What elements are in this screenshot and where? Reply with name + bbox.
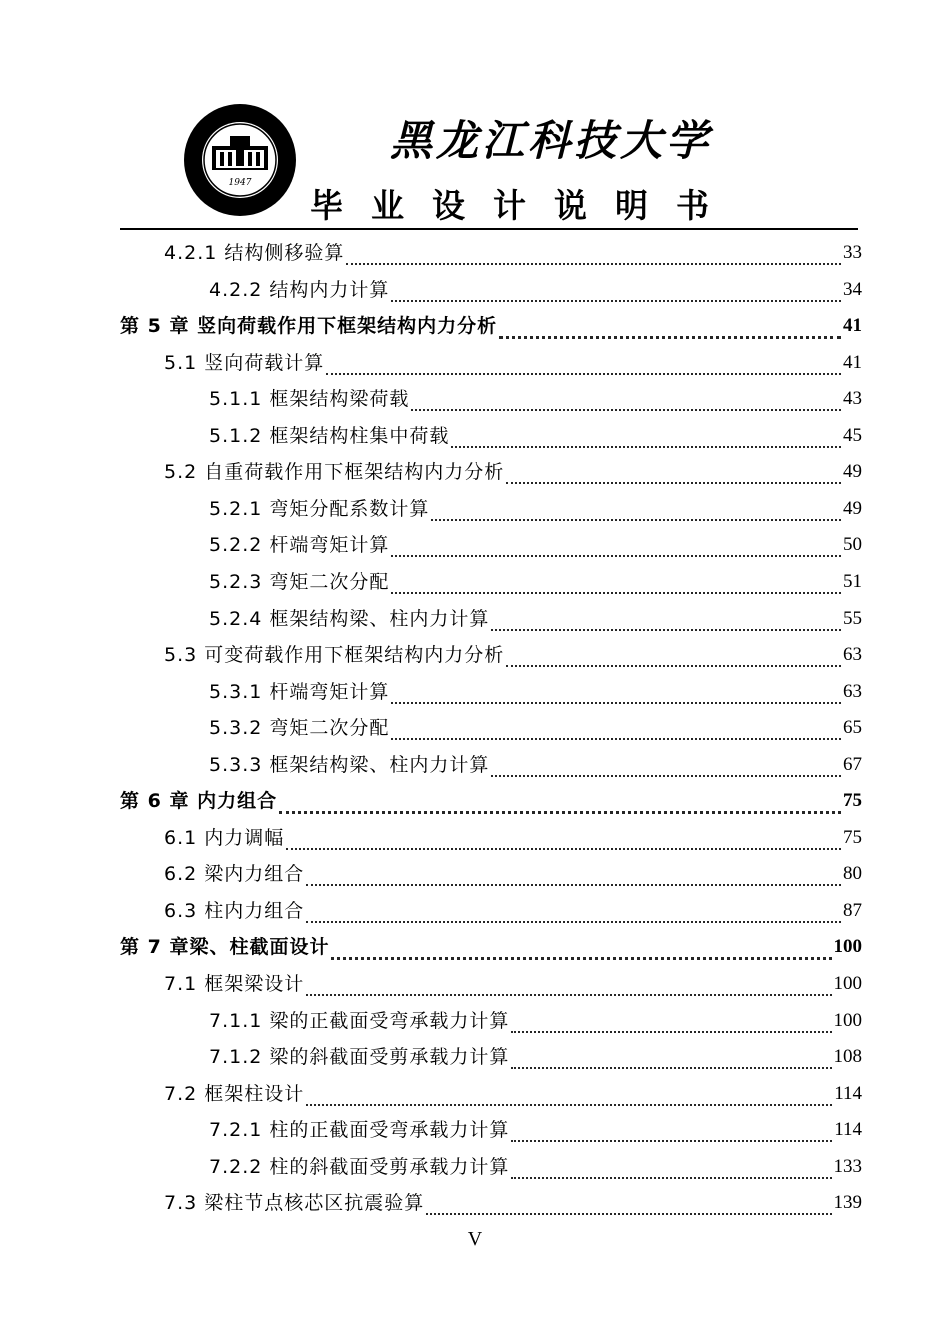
page-header xyxy=(0,0,950,235)
toc-leader-dots xyxy=(346,249,841,265)
toc-entry-page: 43 xyxy=(843,388,862,410)
seal-year: 1947 xyxy=(228,178,252,188)
toc-entry-label: 7.1.2 梁的斜截面受剪承载力计算 xyxy=(209,1046,510,1069)
toc-leader-dots xyxy=(499,322,841,339)
toc-leader-dots xyxy=(491,761,841,777)
toc-entry-page: 114 xyxy=(834,1082,862,1104)
toc-leader-dots xyxy=(326,359,841,375)
toc-leader-dots xyxy=(306,980,831,996)
toc-entry[interactable] xyxy=(209,382,862,416)
toc-entry[interactable] xyxy=(164,236,862,270)
toc-entry-page: 75 xyxy=(843,826,862,848)
toc-leader-dots xyxy=(511,1163,831,1179)
toc-leader-dots xyxy=(306,907,841,923)
toc-entry[interactable] xyxy=(164,638,862,672)
toc-leader-dots xyxy=(451,432,841,448)
toc-entry[interactable] xyxy=(209,492,862,526)
toc-entry[interactable] xyxy=(209,565,862,599)
toc-entry-label: 7.1 框架梁设计 xyxy=(164,973,305,995)
toc-entry-label: 4.2.2 结构内力计算 xyxy=(209,278,390,301)
page-number: V xyxy=(467,1228,483,1250)
toc-entry-page: 45 xyxy=(843,424,862,446)
toc-entry-label: 7.2.1 柱的正截面受弯承载力计算 xyxy=(209,1119,510,1142)
toc-entry-page: 49 xyxy=(843,461,862,483)
toc-entry[interactable] xyxy=(164,1186,862,1220)
toc-entry[interactable] xyxy=(164,455,862,489)
toc-entry-page: 100 xyxy=(833,973,862,994)
toc-entry[interactable] xyxy=(209,273,862,307)
toc-entry-page: 33 xyxy=(843,242,862,263)
toc-leader-dots xyxy=(506,468,841,484)
toc-entry-label: 5.2 自重荷载作用下框架结构内力分析 xyxy=(164,461,505,484)
toc-entry-page: 108 xyxy=(833,1046,862,1068)
toc-entry[interactable] xyxy=(209,602,862,636)
toc-entry[interactable] xyxy=(164,346,862,380)
toc-entry[interactable] xyxy=(164,1077,862,1111)
toc-entry[interactable] xyxy=(164,894,862,928)
toc-leader-dots xyxy=(506,651,841,667)
toc-entry-page: 41 xyxy=(843,351,862,373)
toc-entry-label: 7.2.2 柱的斜截面受剪承载力计算 xyxy=(209,1155,510,1178)
toc-entry[interactable] xyxy=(209,419,862,453)
header-rule xyxy=(120,228,858,230)
toc-entry-page: 51 xyxy=(843,570,862,592)
toc-leader-dots xyxy=(431,505,841,521)
toc-chapter-entry[interactable] xyxy=(120,784,862,818)
toc-entry-label: 5.3.1 杆端弯矩计算 xyxy=(209,680,390,703)
toc-entry-page: 50 xyxy=(843,534,862,556)
toc-entry-label: 第 7 章梁、柱截面设计 xyxy=(120,936,330,959)
toc-entry-page: 63 xyxy=(843,644,862,666)
toc-entry[interactable] xyxy=(209,528,862,562)
toc-entry-label: 6.3 柱内力组合 xyxy=(164,899,305,922)
toc-leader-dots xyxy=(411,395,841,411)
toc-leader-dots xyxy=(391,578,841,594)
toc-entry[interactable] xyxy=(209,1113,862,1147)
toc-entry-label: 5.1.2 框架结构柱集中荷载 xyxy=(209,424,450,447)
toc-entry-label: 第 6 章 内力组合 xyxy=(120,790,278,813)
toc-entry-label: 5.1.1 框架结构梁荷载 xyxy=(209,388,410,411)
toc-leader-dots xyxy=(391,286,841,302)
toc-entry-page: 100 xyxy=(833,1009,862,1031)
toc-entry-label: 5.1 竖向荷载计算 xyxy=(164,351,325,374)
toc-entry-page: 65 xyxy=(843,717,862,739)
toc-leader-dots xyxy=(391,688,841,704)
toc-leader-dots xyxy=(306,870,841,886)
document-title: 毕业设计说明书 xyxy=(310,186,737,225)
toc-entry-page: 55 xyxy=(843,607,862,629)
toc-entry-label: 5.2.2 杆端弯矩计算 xyxy=(209,534,390,557)
toc-chapter-entry[interactable] xyxy=(120,309,862,343)
toc-chapter-entry[interactable] xyxy=(120,930,862,964)
toc-leader-dots xyxy=(511,1053,831,1069)
toc-entry-page: 75 xyxy=(843,790,862,812)
toc-leader-dots xyxy=(511,1126,832,1142)
toc-entry-page: 139 xyxy=(833,1192,862,1214)
toc-entry-label: 5.2.4 框架结构梁、柱内力计算 xyxy=(209,607,490,630)
toc-entry-label: 5.2.3 弯矩二次分配 xyxy=(209,570,390,593)
toc-leader-dots xyxy=(279,797,841,814)
toc-leader-dots xyxy=(331,943,831,960)
toc-entry[interactable] xyxy=(209,711,862,745)
toc-entry-page: 41 xyxy=(843,315,862,337)
toc-entry-label: 5.3 可变荷载作用下框架结构内力分析 xyxy=(164,644,505,667)
toc-entry-label: 5.3.3 框架结构梁、柱内力计算 xyxy=(209,753,490,776)
toc-entry-label: 5.2.1 弯矩分配系数计算 xyxy=(209,497,430,520)
toc-leader-dots xyxy=(286,834,841,850)
toc-entry-page: 87 xyxy=(843,899,862,921)
toc-entry-page: 100 xyxy=(833,936,862,958)
toc-entry-page: 133 xyxy=(833,1155,862,1177)
toc-entry-page: 67 xyxy=(843,753,862,775)
toc-entry-label: 7.3 梁柱节点核芯区抗震验算 xyxy=(164,1192,425,1215)
toc-entry[interactable] xyxy=(209,1150,862,1184)
university-name-logotype: 黑龙江科技大学 xyxy=(390,116,713,165)
toc-entry[interactable] xyxy=(209,675,862,709)
toc-entry[interactable] xyxy=(164,967,862,1001)
toc-leader-dots xyxy=(511,1017,831,1033)
toc-entry-page: 63 xyxy=(843,680,862,702)
toc-leader-dots xyxy=(426,1199,831,1215)
toc-entry-label: 4.2.1 结构侧移验算 xyxy=(164,242,345,264)
toc-entry[interactable] xyxy=(209,1004,862,1038)
toc-entry-label: 7.2 框架柱设计 xyxy=(164,1082,305,1105)
university-seal-logo xyxy=(182,102,298,218)
toc-entry-label: 6.1 内力调幅 xyxy=(164,826,285,849)
toc-leader-dots xyxy=(491,615,841,631)
toc-entry-page: 34 xyxy=(843,278,862,300)
toc-entry-label: 6.2 梁内力组合 xyxy=(164,863,305,886)
toc-entry-label: 5.3.2 弯矩二次分配 xyxy=(209,717,390,740)
toc-entry[interactable] xyxy=(164,821,862,855)
toc-leader-dots xyxy=(306,1090,832,1106)
toc-entry-page: 49 xyxy=(843,497,862,519)
toc-entry-page: 114 xyxy=(834,1119,862,1141)
toc-leader-dots xyxy=(391,541,841,557)
toc-entry[interactable] xyxy=(164,857,862,891)
toc-entry[interactable] xyxy=(209,1040,862,1074)
toc-entry-label: 第 5 章 竖向荷载作用下框架结构内力分析 xyxy=(120,315,498,338)
toc-entry-label: 7.1.1 梁的正截面受弯承载力计算 xyxy=(209,1009,510,1032)
toc-entry[interactable] xyxy=(209,748,862,782)
toc-entry-page: 80 xyxy=(843,863,862,885)
toc-leader-dots xyxy=(391,724,841,740)
